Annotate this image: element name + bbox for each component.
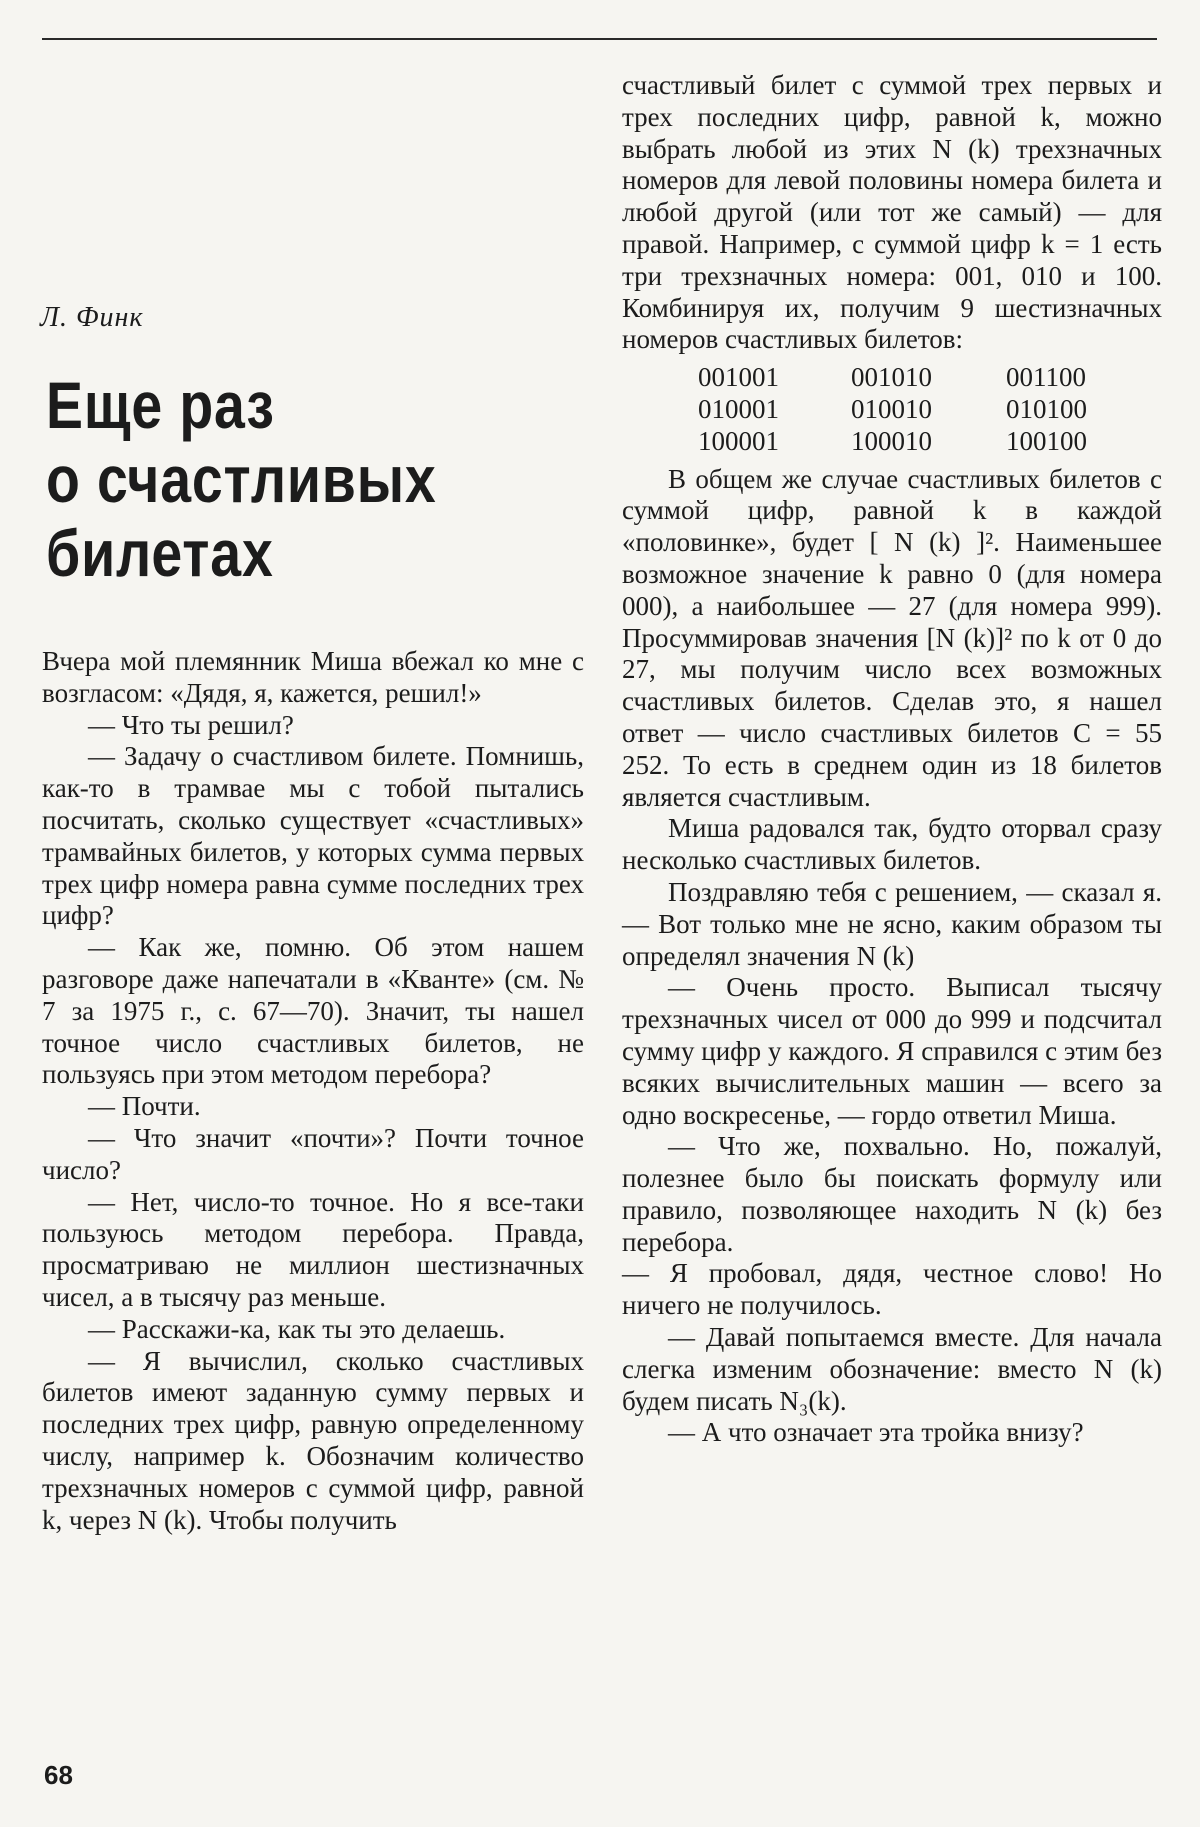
paragraph: — Задачу о счастливом билете. Помнишь, как-то в трамвае мы с тобой пытались посчитать, сколько существует «счастливых» трамвайных билетов, у которых сумма первых трех цифр номера равна сумме последних трех цифр? (42, 741, 584, 931)
paragraph: — Почти. (88, 1091, 201, 1122)
left-column (42, 646, 584, 1536)
title-line: билетах (46, 516, 274, 590)
paragraph: — А что означает эта тройка внизу? (668, 1417, 1084, 1448)
paragraph: Вчера мой племянник Миша вбежал ко мне с возгласом: «Дядя, я, кажется, решил!» (42, 646, 584, 708)
paragraph: Миша радовался так, будто оторвал сразу несколько счастливых билетов. (622, 813, 1162, 876)
paragraph: — Очень просто. Выписал тысячу трехзначных чисел от 000 до 999 и подсчитал сумму цифр у каждого. Я справился с этим без всяких вычислительных машин — всего за одно воскресенье, — гордо ответил Миша. (622, 972, 1162, 1130)
paragraph: — Я вычислил, сколько счастливых билетов имеют заданную сумму первых и последних трех цифр, равную определенному числу, например k. Обозначим количество трехзначных номеров с суммой цифр, равной k, через N (k). Чтобы получить (42, 1345, 584, 1535)
title-line: Еще раз (46, 368, 275, 442)
paragraph: В общем же случае счастливых билетов с суммой цифр, равной k в каждой «половинке», будет [ N (k) ]². Наименьшее возможное значение k равно 0 (для номера 000), а наибольшее — 27 (для номера 999). Просуммировав значения [N (k)]² по k от 0 до 27, мы получим число всех возможных счастливых билетов. Сделав это, я нашел ответ — число счастливых билетов C = 55 252. То есть в среднем один из 18 билетов является счастливым. (622, 463, 1162, 812)
top-rule (42, 38, 1157, 40)
article-title (46, 368, 500, 590)
combination: 001100 (1006, 362, 1086, 393)
ticket-combinations (698, 362, 1162, 457)
author-name: Л. Финк (40, 302, 144, 333)
paragraph: — Я пробовал, дядя, честное слово! Но ничего не получилось. (622, 1258, 1162, 1321)
page-number: 68 (44, 1760, 73, 1790)
paragraph: — Что же, похвально. Но, пожалуй, полезнее было бы поискать формулу или правило, позволяющее находить N (k) без перебора. (622, 1131, 1162, 1257)
combination: 100001 (698, 425, 779, 456)
combination: 001010 (851, 362, 932, 393)
paragraph: Поздравляю тебя с решением, — сказал я. — Вот только мне не ясно, каким образом ты определял значения N (k) (622, 876, 1162, 971)
combination: 010100 (1006, 393, 1087, 424)
combination: 010001 (698, 393, 779, 424)
paragraph: счастливый билет с суммой трех первых и трех последних цифр, равной k, можно выбрать любой из этих N (k) трехзначных номеров для левой половины номера билета и любой другой (или тот же самый) — для правой. Например, с суммой цифр k = 1 есть три трехзначных номера: 001, 010 и 100. Комбинируя их, получим 9 шестизначных номеров счастливых билетов: (622, 70, 1162, 355)
paragraph: — Расскажи-ка, как ты это делаешь. (88, 1313, 506, 1344)
combination: 100010 (851, 425, 932, 456)
combination: 010010 (851, 393, 932, 424)
combination: 001001 (698, 362, 779, 393)
paragraph: — Нет, число-то точное. Но я все-таки пользуюсь методом перебора. Правда, просматриваю не миллион шестизначных чисел, а в тысячу раз меньше. (42, 1186, 584, 1312)
paragraph: — Как же, помню. Об этом нашем разговоре даже напечатали в «Кванте» (см. № 7 за 1975 г., с. 67—70). Значит, ты нашел точное число счастливых билетов, не пользуясь при этом методом перебора? (42, 932, 584, 1090)
paragraph: — Что ты решил? (88, 709, 294, 740)
title-line: о счастливых (46, 442, 437, 516)
right-column (622, 70, 1162, 1449)
combination: 100100 (1006, 425, 1087, 456)
paragraph: — Давай попытаемся вместе. Для начала слегка изменим обозначение: вместо N (k) будем писать N₃(k). (622, 1322, 1162, 1416)
paragraph: — Что значит «почти»? Почти точное число? (42, 1122, 584, 1185)
